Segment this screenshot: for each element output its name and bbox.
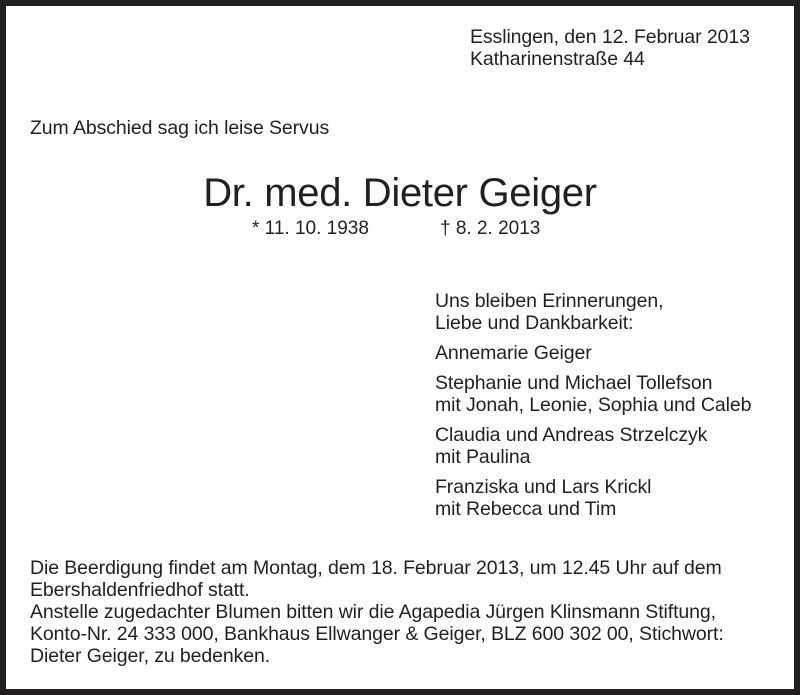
funeral-line: Konto-Nr. 24 333 000, Bankhaus Ellwanger & Geiger, BLZ 600 302 00, Stichwort: [30,623,724,645]
mourner-group [435,372,751,416]
funeral-line: Ebershaldenfriedhof statt. [30,579,250,601]
funeral-line: Dieter Geiger, zu bedenken. [30,645,271,667]
motto: Zum Abschied sag ich leise Servus [30,117,330,139]
mourner-line: Franziska und Lars Krickl [435,476,652,498]
mourner-line: mit Paulina [435,446,531,468]
mourner-group [435,424,751,468]
mourner-line: mit Jonah, Leonie, Sophia und Caleb [435,394,752,416]
mourner-line: Annemarie Geiger [435,342,592,364]
mourner-group [435,476,751,520]
address: Katharinenstraße 44 [470,48,645,70]
obituary-notice [6,6,794,689]
mourners-block [435,290,751,528]
death-date: † 8. 2. 2013 [440,218,541,239]
mourners-intro [435,290,751,334]
deceased-name: Dr. med. Dieter Geiger [203,171,597,215]
mourner-line: Stephanie und Michael Tollefson [435,372,713,394]
intro-line: Uns bleiben Erinnerungen, [435,290,664,312]
funeral-info [30,557,724,667]
funeral-line: Anstelle zugedachter Blumen bitten wir die Agapedia Jürgen Klinsmann Stiftung, [30,601,716,623]
mourner-line: mit Rebecca und Tim [435,498,617,520]
mourner-line: Claudia und Andreas Strzelczyk [435,424,708,446]
funeral-line: Die Beerdigung findet am Montag, dem 18. Februar 2013, um 12.45 Uhr auf dem [30,557,722,579]
header-block [470,26,750,70]
intro-line: Liebe und Dankbarkeit: [435,312,634,334]
place-date: Esslingen, den 12. Februar 2013 [470,26,750,48]
mourner-group [435,342,751,364]
birth-date: * 11. 10. 1938 [252,218,369,239]
